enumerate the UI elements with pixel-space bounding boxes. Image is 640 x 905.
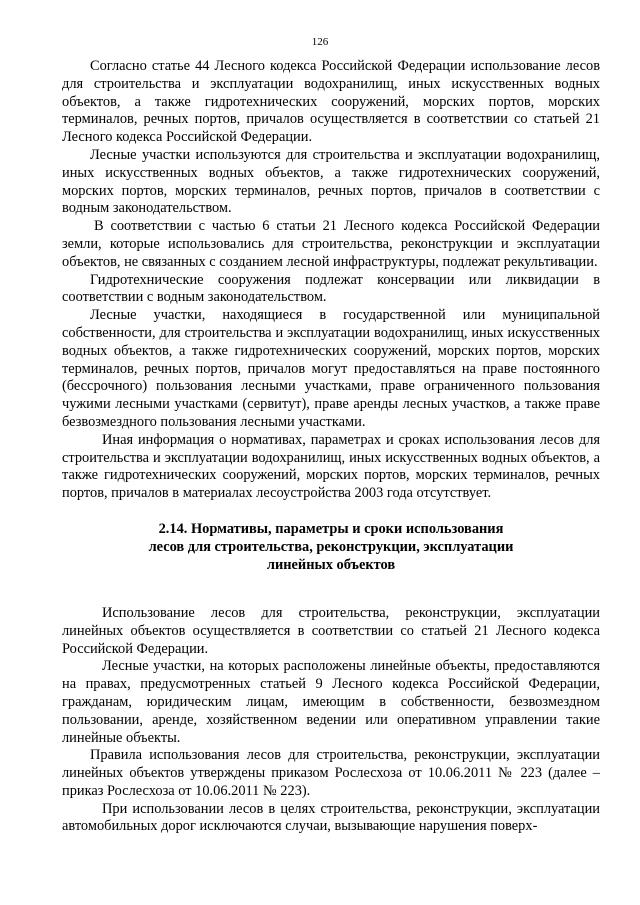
page-number: 126 xyxy=(311,36,329,48)
paragraph-water-legislation: Лесные участки используются для строительства и эксплуатации водохранилищ, иных искусственных водных объектов, а также гидротехнических сооружений, морских портов, морских терминалов, речных портов, причалов в соответствии с водным законодательством. xyxy=(62,146,600,217)
paragraph-linear-objects-rights: Лесные участки, на которых расположены линейные объекты, предоставляются на правах, предусмотренных статьей 9 Лесного кодекса Российской Федерации, гражданам, юридическим лицам, имеющим в собственности, безвозмездном пользовании, аренде, хозяйственном ведении или оперативном управлении такие линейные объекты. xyxy=(62,658,600,746)
paragraph-other-info: Иная информация о нормативах, параметрах и сроках использования лесов для строительства и эксплуатации водохранилищ, иных искусственных водных объектов, а также гидротехнических сооружений, морских портов, морских терминалов, речных портов, причалов в материалах лесоустройства 2003 года отсутствует. xyxy=(62,431,600,502)
paragraph-roads: При использовании лесов в целях строительства, реконструкции, эксплуатации автомобильных дорог исключаются случаи, вызывающие нарушения поверх- xyxy=(62,800,600,835)
paragraph-land-rights: Лесные участки, находящиеся в государственной или муниципальной собственности, для строительства и эксплуатации водохранилищ, иных искусственных водных объектов, а также гидротехнических сооружений, морских портов, морских терминалов, речных портов, причалов могут предоставляться на праве постоянного (бессрочного) пользования лесными участками, праве ограниченного пользования чужими лесными участками (сервитут), праве аренды лесных участков, а также праве безвозмездного пользования лесными участками. xyxy=(62,307,600,430)
document-body xyxy=(62,58,600,836)
paragraph-art44: Согласно статье 44 Лесного кодекса Российской Федерации использование лесов для строительства и эксплуатации водохранилищ, иных искусственных водных объектов, а также гидротехнических сооружений, морских портов, морских терминалов, речных портов, причалов осуществляется в соответствии со статьей 21 Лесного кодекса Российской Федерации. xyxy=(62,58,600,146)
paragraph-conservation: Гидротехнические сооружения подлежат консервации или ликвидации в соответствии с водным законодательством. xyxy=(62,271,600,306)
section-heading-line: линейных объектов xyxy=(266,556,396,573)
section-heading-line: лесов для строительства, реконструкции, эксплуатации xyxy=(148,538,514,555)
paragraph-rosleskhoz-order: Правила использования лесов для строительства, реконструкции, эксплуатации линейных объектов утверждены приказом Рослесхоза от 10.06.2011 № 223 (далее – приказ Рослесхоза от 10.06.2011 № 223). xyxy=(62,747,600,799)
section-heading xyxy=(62,520,600,574)
paragraph-recultivation: В соответствии с частью 6 статьи 21 Лесного кодекса Российской Федерации земли, которые использовались для строительства, реконструкции и эксплуатации объектов, не связанных с созданием лесной инфраструктуры, подлежат рекультивации. xyxy=(62,218,600,270)
section-heading-line: 2.14. Нормативы, параметры и сроки использования xyxy=(158,520,504,537)
paragraph-linear-objects-use: Использование лесов для строительства, реконструкции, эксплуатации линейных объектов осуществляется в соответствии со статьей 21 Лесного кодекса Российской Федерации. xyxy=(62,604,600,657)
